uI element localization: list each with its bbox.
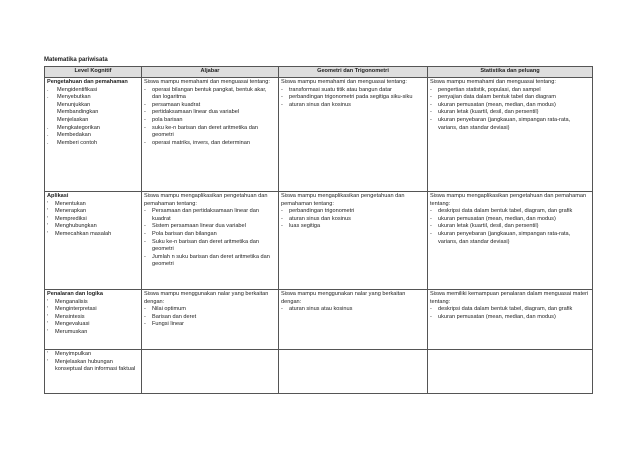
list-item: - ukuran letak (kuartil, desil, dan persentil)	[430, 223, 539, 230]
table-row	[45, 78, 593, 192]
aljabar-cell	[142, 290, 279, 350]
list-item: . Memberi contoh	[47, 139, 98, 146]
list-item: ʹ Menganalisis	[47, 298, 88, 305]
list-item: Menjelaskan	[57, 116, 89, 123]
cell-intro: Siswa mampu mengaplikasikan pengetahuan dan pemahaman tentang:	[430, 193, 587, 207]
level-cell	[45, 350, 142, 394]
geometri-cell	[279, 290, 428, 350]
list-item: - Jumlah n suku barisan dan deret aritmetika dan geometri	[144, 253, 270, 268]
list-item: - pengertian statistik, populasi, dan sampel	[430, 86, 541, 93]
list-item: - transformasi suatu titik atau bangun datar	[281, 86, 392, 93]
list-item: . Membedakan	[47, 132, 91, 139]
header-statistika: Statistika dan peluang	[428, 67, 593, 78]
level-cell	[45, 290, 142, 350]
cell-intro: Siswa mampu menggunakan nalar yang berkaitan dengan:	[281, 291, 406, 305]
list-item: . Menyebutkan	[47, 94, 91, 101]
list-item: - ukuran penyebaran (jangkauan, simpangan rata-rata, varians, dan standar deviasi)	[430, 230, 571, 245]
list-item: - perbandingan trigonometri pada segitiga siku-siku	[281, 94, 413, 101]
list-item: - ukuran letak (kuartil, desil, dan persentil)	[430, 109, 539, 116]
list-item: . Mengkategorikan	[47, 124, 100, 131]
level-cell	[45, 192, 142, 290]
header-geometri: Geometri dan Trigonometri	[279, 67, 428, 78]
list-item: - suku ke-n barisan dan deret aritmetika dan geometri	[144, 124, 259, 139]
cell-intro: Siswa mampu memahami dan menguasai tentang:	[144, 79, 270, 85]
table-row	[45, 350, 593, 394]
list-item: - aturan sinus dan kosinus	[281, 215, 351, 222]
list-item: - Fungsi linear	[144, 321, 185, 328]
list-item: ʹ Mengevaluasi	[47, 321, 90, 328]
geometri-cell	[279, 192, 428, 290]
list-item: - operasi bilangan bentuk pangkat, bentuk akar, dan logaritma	[144, 86, 267, 101]
list-item: - penyajian data dalam bentuk tabel dan diagram	[430, 94, 556, 101]
list-item: - Pola barisan dan bilangan	[144, 230, 217, 237]
list-item: - Barisan dan deret	[144, 313, 197, 320]
list-item: ʹ Mensintesis	[47, 313, 85, 320]
cell-intro: Siswa mampu memahami dan menguasai tentang:	[430, 79, 556, 85]
header-level: Level Kognitif	[45, 67, 142, 78]
topic-list	[281, 208, 425, 231]
list-item: - Nilai optimum	[144, 306, 186, 313]
cell-intro: Siswa memiliki kemampuan penalaran dalam menguasai materi tentang:	[430, 291, 589, 305]
list-item: ʹ Menerapkan	[47, 208, 87, 215]
list-item: - pertidaksamaan linear dua variabel	[144, 109, 240, 116]
topic-list	[430, 208, 590, 246]
list-item: ʹ Memprediksi	[47, 215, 87, 222]
level-title: Penalaran dan logika	[47, 291, 103, 297]
list-item: ʹ Menentukan	[47, 200, 86, 207]
list-item: ʹ Merumuskan	[47, 328, 88, 335]
cognitive-level-table	[44, 66, 593, 394]
list-item: - ukuran pemusatan (mean, median, dan modus)	[430, 101, 556, 108]
list-item: - deskripsi data dalam bentuk tabel, diagram, dan grafik	[430, 208, 573, 215]
table-row	[45, 192, 593, 290]
list-item: - ukuran penyebaran (jangkauan, simpangan rata-rata, varians, dan standar deviasi)	[430, 116, 571, 131]
statistika-cell	[428, 290, 593, 350]
geometri-cell	[279, 350, 428, 394]
list-item: ʹ Memecahkan masalah	[47, 230, 112, 237]
list-item: - aturan sinus dan kosinus	[281, 101, 351, 108]
aljabar-cell	[142, 192, 279, 290]
geometri-cell	[279, 78, 428, 192]
list-item: - Suku ke-n barisan dan deret aritmetika dan geometri	[144, 238, 259, 253]
list-item: - pola barisan	[144, 116, 183, 123]
list-item: Menunjukkan	[57, 101, 91, 108]
list-item: ʹ Menjelaskan hubungan konseptual dan informasi faktual	[47, 358, 136, 373]
list-item: - Sistem persamaan linear dua variabel	[144, 223, 246, 230]
level-list	[47, 87, 139, 148]
statistika-cell	[428, 192, 593, 290]
level-title: Aplikasi	[47, 193, 69, 199]
topic-list	[281, 87, 425, 110]
list-item: - deskripsi data dalam bentuk tabel, diagram, dan grafik	[430, 306, 573, 313]
aljabar-cell	[142, 350, 279, 394]
list-item: - persamaan kuadrat	[144, 101, 201, 108]
list-item: - aturan sinus atau kosinus	[281, 306, 353, 313]
list-item: - ukuran pemusatan (mean, median, dan modus)	[430, 215, 556, 222]
cell-intro: Siswa mampu mengaplikasikan pengetahuan dan pemahaman tentang:	[281, 193, 405, 207]
list-item: ʹ Menyimpulkan	[47, 351, 92, 357]
topic-list	[144, 208, 276, 269]
list-item: - ukuran pemusatan (mean, median, dan modus)	[430, 313, 556, 320]
statistika-cell	[428, 350, 593, 394]
list-item: . Mengidentifikasi	[47, 86, 98, 93]
cell-intro: Siswa mampu menggunakan nalar yang berkaitan dengan:	[144, 291, 269, 305]
list-item: - Persamaan dan pertidaksamaan linear dan kuadrat	[144, 208, 259, 222]
topic-list	[430, 306, 590, 321]
level-list	[47, 201, 139, 239]
cell-intro: Siswa mampu mengaplikasikan pengetahuan dan pemahaman tentang:	[144, 193, 268, 207]
document-title: Matematika pariwisata	[44, 57, 108, 63]
topic-list	[430, 87, 590, 133]
aljabar-cell	[142, 78, 279, 192]
table-header-row	[45, 67, 593, 78]
list-item: - perbandingan trigonometri	[281, 208, 355, 215]
level-cell	[45, 78, 142, 192]
level-list	[47, 299, 139, 337]
cell-intro: Siswa mampu memahami dan menguasai tentang:	[281, 79, 407, 85]
statistika-cell	[428, 78, 593, 192]
level-title: Pengetahuan dan pemahaman	[47, 79, 128, 85]
topic-list	[144, 87, 276, 148]
list-item: - operasi matriks, invers, dan determinan	[144, 139, 250, 146]
list-item: - luas segitiga	[281, 223, 321, 230]
level-list	[47, 351, 139, 374]
table-row	[45, 290, 593, 350]
list-item: ʹ Menghubungkan	[47, 223, 97, 230]
list-item: ʹ Menginterpretasi	[47, 306, 97, 313]
topic-list	[281, 306, 425, 314]
list-item: Membandingkan	[57, 109, 99, 116]
topic-list	[144, 306, 276, 329]
header-aljabar: Aljabar	[142, 67, 279, 78]
